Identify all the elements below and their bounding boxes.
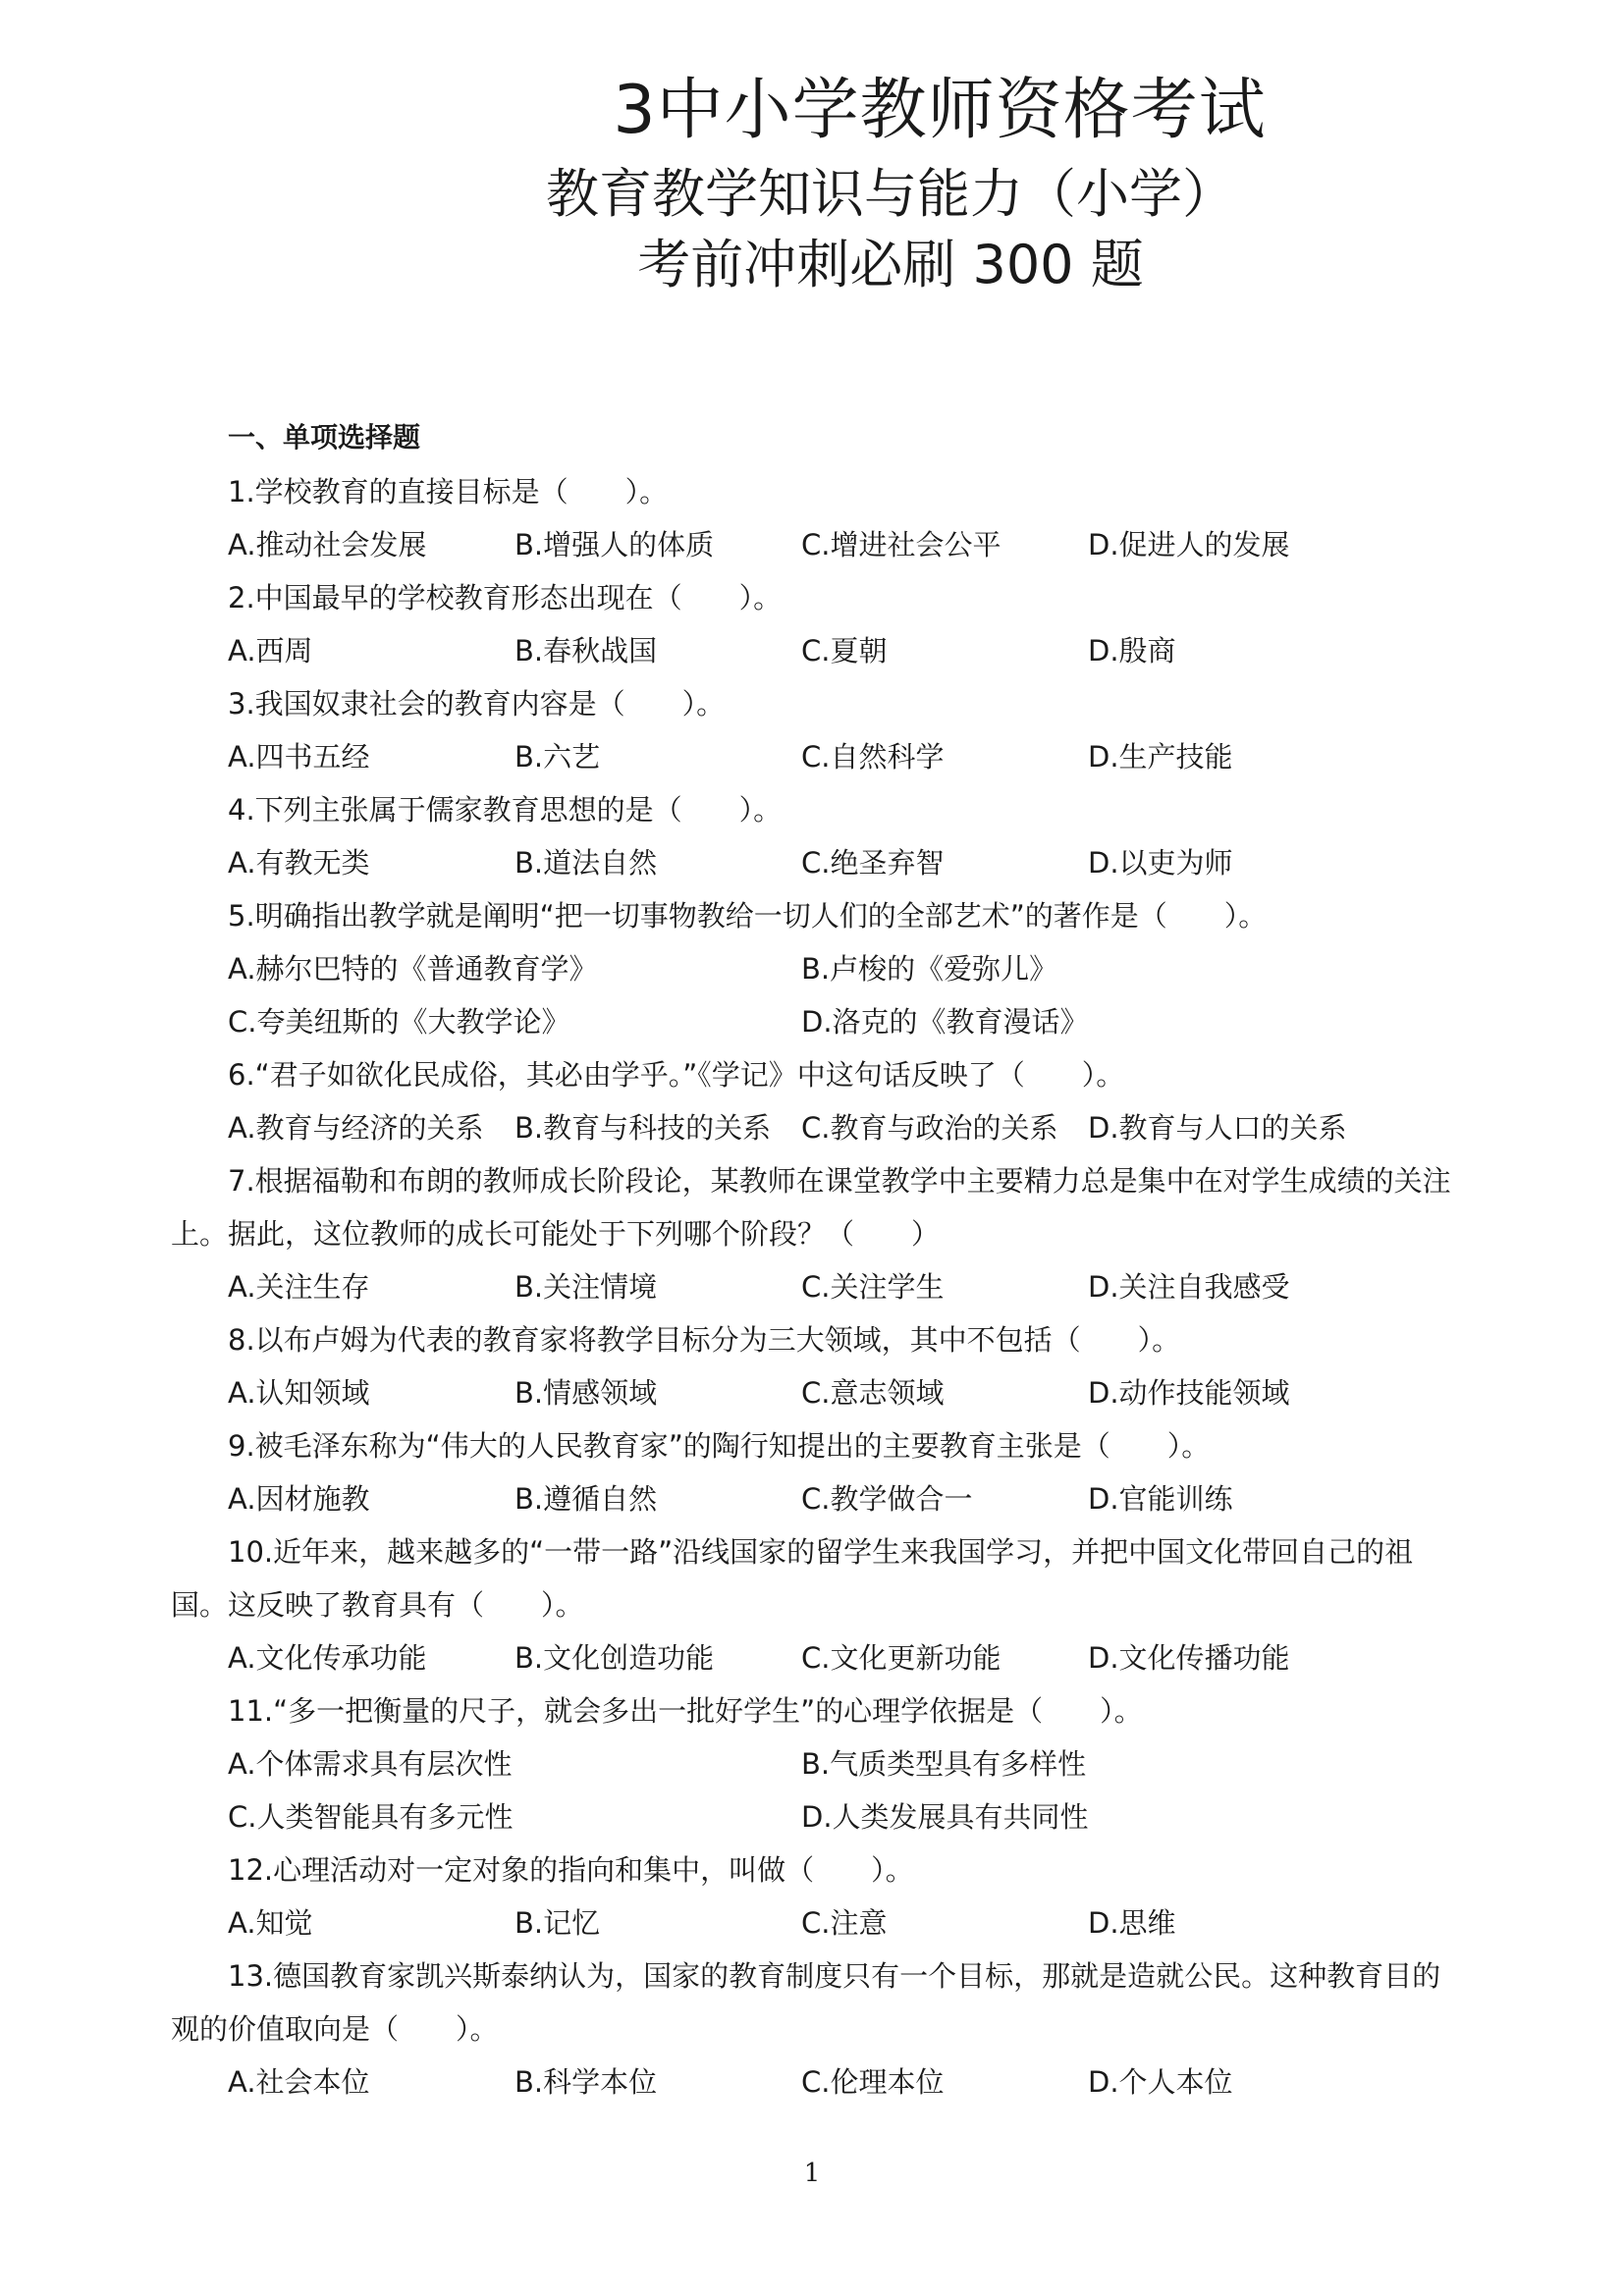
option-a: A.知觉 — [228, 1906, 313, 1940]
option-d: D.殷商 — [1088, 634, 1176, 667]
option-b: B.情感领域 — [514, 1376, 658, 1410]
option-c: C.绝圣弃智 — [801, 846, 945, 880]
option-c: C.夏朝 — [801, 634, 888, 667]
question-13-stem: 13.德国教育家凯兴斯泰纳认为，国家的教育制度只有一个目标，那就是造就公民。这种教育目的观的价值取向是（ ）。 — [171, 1959, 1441, 2046]
question-3-options — [228, 730, 1475, 783]
option-b: B.记忆 — [514, 1906, 601, 1940]
option-b: B.增强人的体质 — [514, 528, 715, 561]
question-2-options — [228, 624, 1475, 677]
question-9-options — [228, 1472, 1475, 1525]
question-10-stem: 10.近年来，越来越多的“一带一路”沿线国家的留学生来我国学习，并把中国文化带回自己的祖国。这反映了教育具有（ ）。 — [171, 1535, 1414, 1622]
option-d: D.教育与人口的关系 — [1088, 1111, 1347, 1145]
option-c: C.伦理本位 — [801, 2065, 945, 2099]
option-d: D.思维 — [1088, 1906, 1176, 1940]
question-10-options — [228, 1631, 1475, 1684]
option-c: C.自然科学 — [801, 740, 945, 774]
option-a: A.文化传承功能 — [228, 1641, 427, 1675]
option-a: A.社会本位 — [228, 2065, 370, 2099]
question-4-stem: 4.下列主张属于儒家教育思想的是（ ）。 — [228, 793, 783, 827]
option-d: D.生产技能 — [1088, 740, 1233, 774]
question-6-stem: 6.“君子如欲化民成俗，其必由学乎。”《学记》中这句话反映了（ ）。 — [228, 1058, 1125, 1092]
question-5-options-row-1 — [228, 942, 1475, 995]
question-7-stem: 7.根据福勒和布朗的教师成长阶段论，某教师在课堂教学中主要精力总是集中在对学生成绩的关注上。据此，这位教师的成长可能处于下列哪个阶段？（ ） — [171, 1164, 1451, 1251]
option-c: C.增进社会公平 — [801, 528, 1001, 561]
question-1-stem: 1.学校教育的直接目标是（ ）。 — [228, 475, 669, 508]
document-title: 3中小学教师资格考试 — [613, 72, 1267, 149]
option-b: B.卢梭的《爱弥儿》 — [801, 952, 1058, 986]
option-d: D.洛克的《教育漫话》 — [801, 1005, 1089, 1039]
question-6-options — [228, 1101, 1475, 1154]
option-b: B.教育与科技的关系 — [514, 1111, 772, 1145]
option-a: A.西周 — [228, 634, 313, 667]
option-a: A.推动社会发展 — [228, 528, 427, 561]
option-a: A.认知领域 — [228, 1376, 370, 1410]
document-subtitle: 教育教学知识与能力（小学） — [546, 163, 1235, 225]
option-c: C.人类智能具有多元性 — [228, 1800, 514, 1834]
option-a: A.教育与经济的关系 — [228, 1111, 484, 1145]
question-12-options — [228, 1896, 1475, 1949]
option-d: D.个人本位 — [1088, 2065, 1233, 2099]
option-b: B.气质类型具有多样性 — [801, 1747, 1087, 1781]
option-c: C.关注学生 — [801, 1270, 945, 1304]
option-b: B.科学本位 — [514, 2065, 658, 2099]
option-c: C.教学做合一 — [801, 1482, 973, 1516]
option-c: C.教育与政治的关系 — [801, 1111, 1058, 1145]
question-8-stem: 8.以布卢姆为代表的教育家将教学目标分为三大领域，其中不包括（ ）。 — [228, 1323, 1181, 1357]
option-a: A.四书五经 — [228, 740, 370, 774]
question-5-options-row-2 — [228, 995, 1475, 1048]
question-11-options-row-1 — [228, 1737, 1475, 1790]
question-13-options — [228, 2056, 1475, 2109]
option-b: B.春秋战国 — [514, 634, 658, 667]
option-d: D.促进人的发展 — [1088, 528, 1290, 561]
question-12-stem: 12.心理活动对一定对象的指向和集中，叫做（ ）。 — [228, 1853, 914, 1887]
option-a: A.因材施教 — [228, 1482, 370, 1516]
option-b: B.六艺 — [514, 740, 601, 774]
question-8-options — [228, 1366, 1475, 1419]
question-11-stem: 11.“多一把衡量的尺子，就会多出一批好学生”的心理学依据是（ ）。 — [228, 1694, 1143, 1728]
option-d: D.关注自我感受 — [1088, 1270, 1290, 1304]
option-b: B.文化创造功能 — [514, 1641, 715, 1675]
option-a: A.有教无类 — [228, 846, 370, 880]
option-b: B.遵循自然 — [514, 1482, 658, 1516]
question-7-options — [228, 1260, 1475, 1313]
option-a: A.关注生存 — [228, 1270, 370, 1304]
option-c: C.注意 — [801, 1906, 888, 1940]
question-1-options — [228, 518, 1475, 571]
question-2-stem: 2.中国最早的学校教育形态出现在（ ）。 — [228, 581, 783, 614]
option-c: C.文化更新功能 — [801, 1641, 1001, 1675]
option-c: C.意志领域 — [801, 1376, 945, 1410]
section-title: 一、单项选择题 — [228, 421, 421, 454]
option-d: D.动作技能领域 — [1088, 1376, 1290, 1410]
option-b: B.关注情境 — [514, 1270, 658, 1304]
question-5-stem: 5.明确指出教学就是阐明“把一切事物教给一切人们的全部艺术”的著作是（ ）。 — [228, 899, 1268, 933]
option-d: D.文化传播功能 — [1088, 1641, 1290, 1675]
option-b: B.道法自然 — [514, 846, 658, 880]
document-subtitle-2: 考前冲刺必刷 300 题 — [637, 234, 1144, 295]
option-a: A.赫尔巴特的《普通教育学》 — [228, 952, 598, 986]
option-c: C.夸美纽斯的《大教学论》 — [228, 1005, 570, 1039]
page-number: 1 — [803, 2159, 821, 2188]
option-a: A.个体需求具有层次性 — [228, 1747, 513, 1781]
question-3-stem: 3.我国奴隶社会的教育内容是（ ）。 — [228, 687, 726, 721]
option-d: D.人类发展具有共同性 — [801, 1800, 1089, 1834]
question-9-stem: 9.被毛泽东称为“伟大的人民教育家”的陶行知提出的主要教育主张是（ ）。 — [228, 1429, 1211, 1463]
option-d: D.官能训练 — [1088, 1482, 1233, 1516]
question-4-options — [228, 836, 1475, 889]
option-d: D.以吏为师 — [1088, 846, 1233, 880]
question-11-options-row-2 — [228, 1790, 1475, 1843]
